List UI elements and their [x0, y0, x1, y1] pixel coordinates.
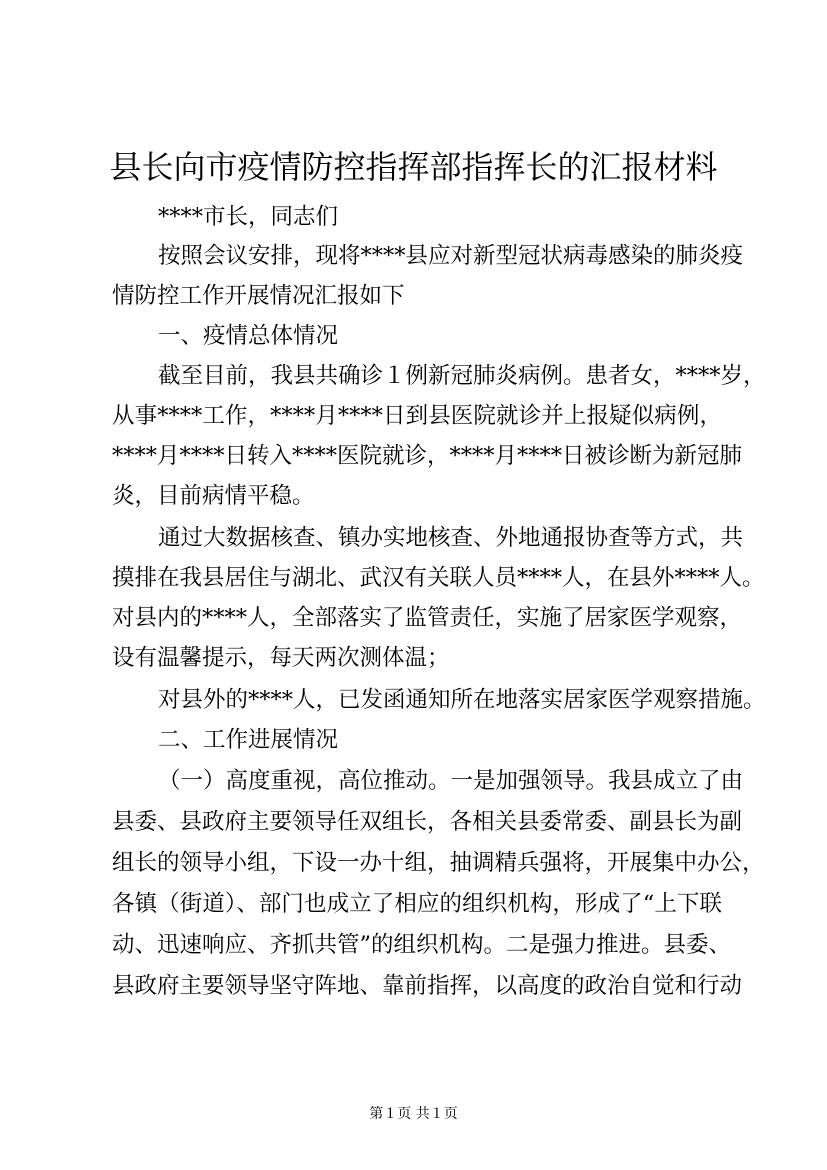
- body-line: 县委、县政府主要领导任双组长，各相关县委常委、副县长为副: [112, 809, 743, 835]
- page-number-footer: 第１页 共１页: [369, 1106, 458, 1122]
- body-line: 摸排在我县居住与湖北、武汉有关联人员****人，在县外****人。: [112, 565, 765, 591]
- body-line: 按照会议安排，现将****县应对新型冠状病毒感染的肺炎疫: [158, 243, 744, 269]
- body-line: 各镇（街道）、部门也成立了相应的组织机构，形成了“上下联: [112, 891, 722, 917]
- body-line: （一）高度重视，高位推动。一是加强领导。我县成立了由: [158, 768, 744, 794]
- body-line: 从事****工作，****月****日到县医院就诊并上报疑似病例，: [112, 403, 722, 429]
- salutation-line: ****市长，同志们: [158, 204, 339, 230]
- body-line: 组长的领导小组，下设一办十组，抽调精兵强将，开展集中办公，: [112, 850, 765, 876]
- body-line: 动、迅速响应、齐抓共管”的组织机构。二是强力推进。县委、: [112, 932, 732, 958]
- body-line: 截至目前，我县共确诊１例新冠肺炎病例。患者女，****岁，: [158, 363, 766, 389]
- body-line: 对县内的****人，全部落实了监管责任，实施了居家医学观察，: [112, 605, 743, 631]
- body-line: ****月****日转入****医院就诊，****月****日被诊断为新冠肺: [112, 443, 743, 469]
- body-line: 情防控工作开展情况汇报如下: [112, 283, 405, 309]
- body-line: 设有温馨提示，每天两次测体温；: [112, 645, 450, 671]
- body-line: 炎，目前病情平稳。: [112, 483, 315, 509]
- section-heading-1: 一、疫情总体情况: [158, 323, 339, 349]
- body-line: 县政府主要领导坚守阵地、靠前指挥，以高度的政治自觉和行动: [112, 973, 743, 999]
- section-heading-2: 二、工作进展情况: [158, 727, 339, 753]
- body-line: 对县外的****人，已发函通知所在地落实居家医学观察措施。: [158, 687, 766, 713]
- body-line: 通过大数据核查、镇办实地核查、外地通报协查等方式，共: [158, 525, 744, 551]
- document-title: 县长向市疫情防控指挥部指挥长的汇报材料: [109, 148, 718, 186]
